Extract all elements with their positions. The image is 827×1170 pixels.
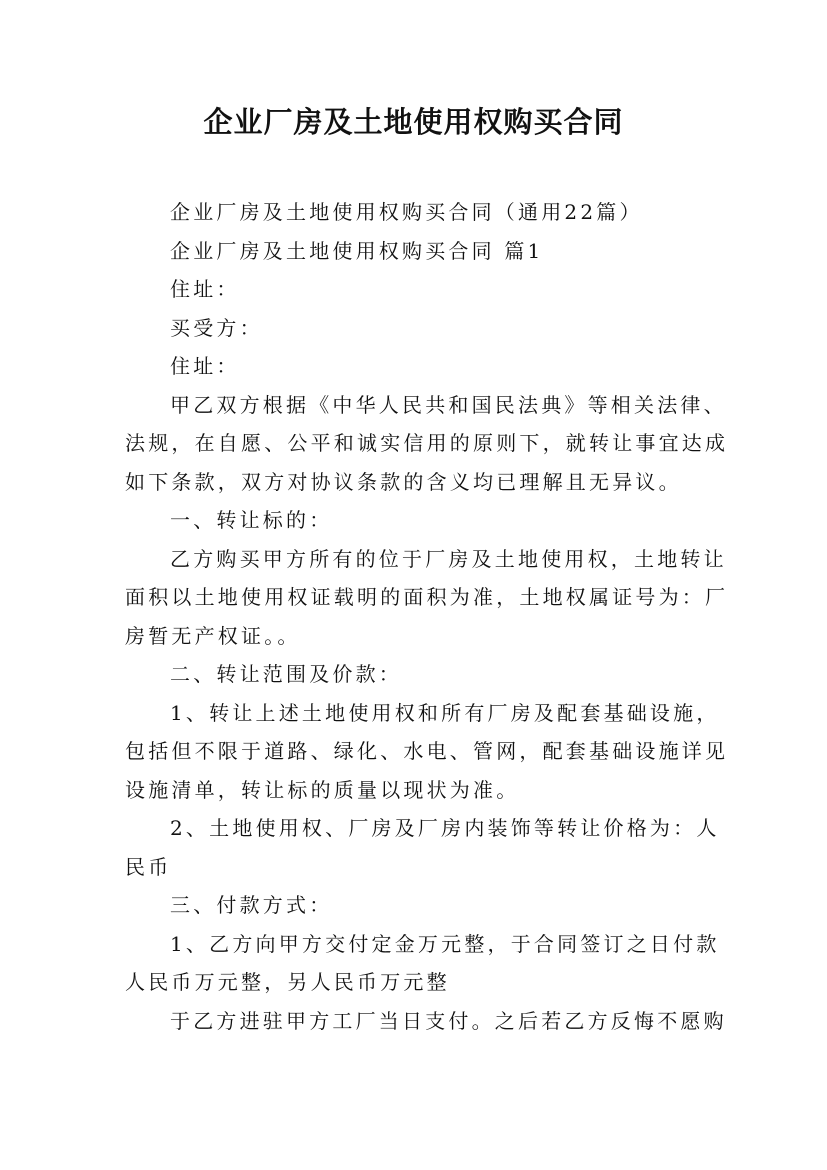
address-line: 住址： <box>170 277 240 301</box>
document-body <box>125 193 729 1040</box>
paragraph-line: 设施清单，转让标的质量以现状为准。 <box>125 777 520 802</box>
paragraph-line: 如下条款，双方对协议条款的含义均已理解且无异议。 <box>125 469 682 494</box>
paragraph-line: 面积以土地使用权证载明的面积为准，土地权属证号为：厂 <box>125 585 729 609</box>
paragraph-line: 甲乙双方根据《中华人民共和国民法典》等相关法律、 <box>170 392 727 417</box>
paragraph-line: 包括但不限于道路、绿化、水电、管网，配套基础设施详见 <box>125 739 729 763</box>
paragraph-line: 人民币万元整，另人民币万元整 <box>125 970 450 994</box>
paragraph-line: 于乙方进驻甲方工厂当日支付。之后若乙方反悔不愿购 <box>170 1008 727 1033</box>
paragraph-line: 1、转让上述土地使用权和所有厂房及配套基础设施， <box>170 700 720 725</box>
paragraph-line: 1、乙方向甲方交付定金万元整，于合同签订之日付款 <box>170 931 720 956</box>
paragraph-line: 房暂无产权证。。 <box>125 623 301 648</box>
document-title: 企业厂房及土地使用权购买合同 <box>203 105 624 139</box>
paragraph-line: 法规，在自愿、公平和诚实信用的原则下，就转让事宜达成 <box>125 431 729 455</box>
paragraph-line: 民币 <box>125 854 172 879</box>
section-heading: 一、转让标的： <box>170 508 333 532</box>
address-line: 住址： <box>170 354 240 378</box>
section-heading: 三、付款方式： <box>170 893 333 917</box>
paragraph-line: 2、土地使用权、厂房及厂房内装饰等转让价格为：人 <box>170 816 720 840</box>
section-heading: 二、转让范围及价款： <box>170 662 402 686</box>
buyer-line: 买受方： <box>170 315 263 340</box>
subtitle-line: 企业厂房及土地使用权购买合同（通用22篇） <box>170 200 643 224</box>
chapter-heading: 企业厂房及土地使用权购买合同 篇1 <box>170 238 544 263</box>
paragraph-line: 乙方购买甲方所有的位于厂房及土地使用权，土地转让 <box>170 546 727 571</box>
